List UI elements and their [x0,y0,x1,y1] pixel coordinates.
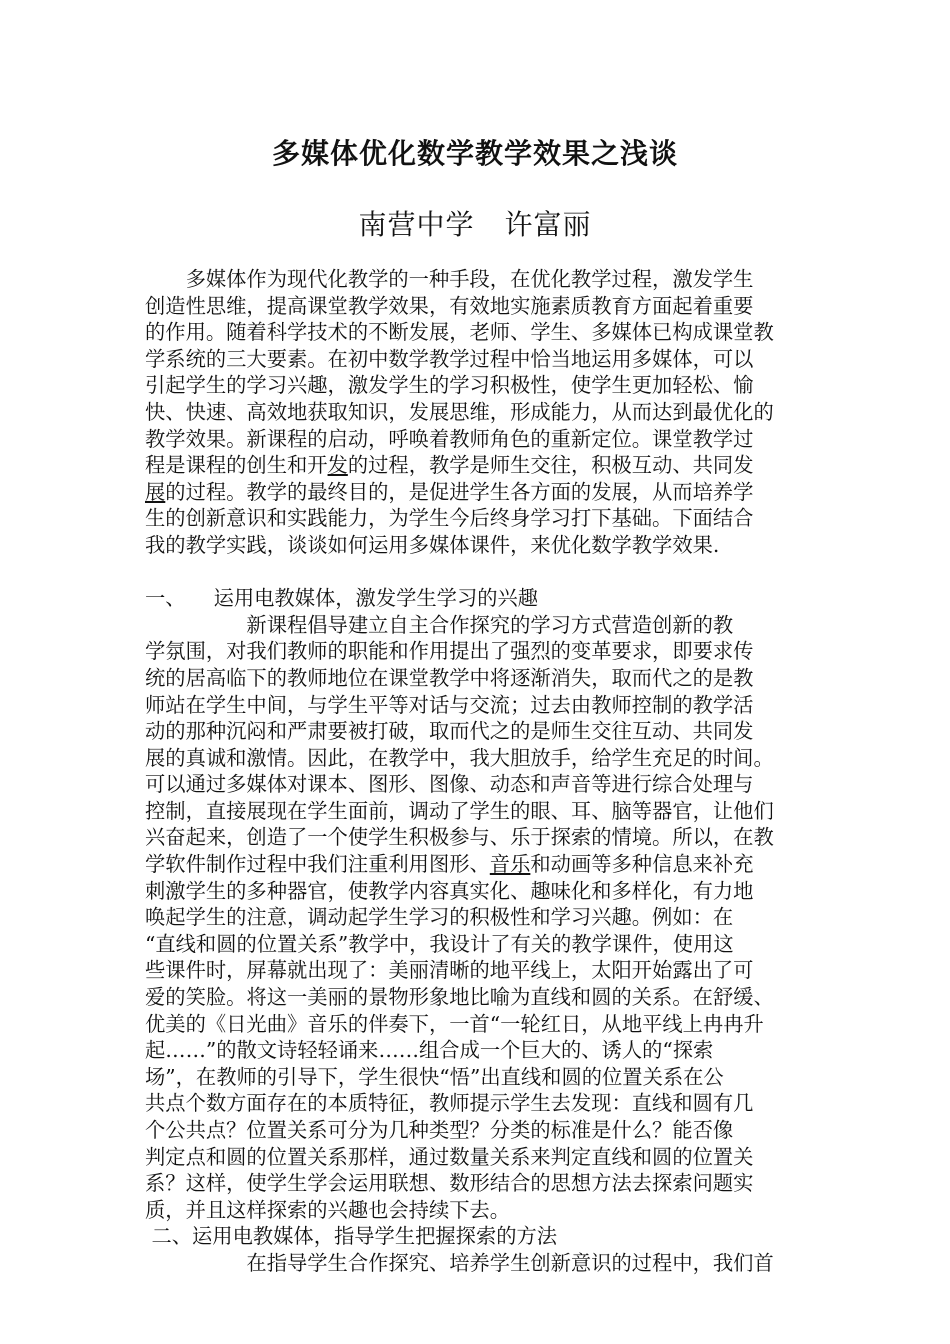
section-1-line: 展的真诚和激情。因此，在教学中，我大胆放手，给学生充足的时间。 [145,745,774,770]
section-2-paragraph [145,1250,825,1277]
section-1-line: 刺激学生的多种器官，使教学内容真实化、趣味化和多样化，有力地 [145,878,754,903]
section-1-line: 学软件制作过程中我们注重利用图形、音乐和动画等多种信息来补充 [145,852,754,877]
intro-line: 引起学生的学习兴趣，激发学生的学习积极性，使学生更加轻松、愉 [145,373,754,398]
intro-line: 我的教学实践，谈谈如何运用多媒体课件，来优化数学教学效果. [145,532,720,557]
section-1-line: 些课件时，屏幕就出现了：美丽清晰的地平线上，太阳开始露出了可 [145,958,754,983]
section-2-line: 在指导学生合作探究、培养学生创新意识的过程中，我们首 [145,1250,774,1275]
section-1-line: 爱的笑脸。将这一美丽的景物形象地比喻为直线和圆的关系。在舒缓、 [145,985,774,1010]
intro-line: 学系统的三大要素。在初中数学教学过程中恰当地运用多媒体，可以 [145,346,754,371]
section-1-line: 统的居高临下的教师地位在课堂教学中将逐渐消失，取而代之的是教 [145,665,754,690]
section-1-line: 兴奋起来，创造了一个使学生积极参与、乐于探索的情境。所以，在教 [145,825,774,850]
section-1-line: “直线和圆的位置关系”教学中，我设计了有关的教学课件，使用这 [145,931,734,956]
section-1-line: 个公共点？位置关系可分为几种类型？分类的标准是什么？能否像 [145,1118,734,1142]
intro-line: 教学效果。新课程的启动，呼唤着教师角色的重新定位。课堂教学过 [145,426,754,451]
section-1-line: 师站在学生中间，与学生平等对话与交流；过去由教师控制的教学活 [145,692,754,717]
section-1-line: 质，并且这样探索的兴趣也会持续下去。 [145,1197,511,1222]
author-name: 许富丽 [504,208,592,241]
section-1-line: 起……”的散文诗轻轻诵来……组合成一个巨大的、诱人的“探索 [145,1038,714,1063]
section-1-line: 新课程倡导建立自主合作探究的学习方式营造创新的教 [145,612,734,637]
intro-line: 生的创新意识和实践能力，为学生今后终身学习打下基础。下面结合 [145,506,754,531]
intro-line: 多媒体作为现代化教学的一种手段，在优化教学过程，激发学生 [145,267,754,291]
intro-line: 快、快速、高效地获取知识，发展思维，形成能力，从而达到最优化的 [145,399,774,424]
intro-line: 程是课程的创生和开发的过程，教学是师生交往，积极互动、共同发 [145,453,754,478]
section-1-paragraph [145,612,825,1224]
body-text [145,266,825,1277]
intro-line: 的作用。随着科学技术的不断发展，老师、学生、多媒体已构成课堂教 [145,320,774,345]
author-school: 南营中学 [358,208,475,241]
section-1-line: 判定点和圆的位置关系那样，通过数量关系来判定直线和圆的位置关 [145,1144,754,1169]
intro-line: 创造性思维，提高课堂教学效果，有效地实施素质教育方面起着重要 [145,293,754,318]
section-1-line: 优美的《日光曲》音乐的伴奏下，一首“一轮红日，从地平线上冉冉升 [145,1011,764,1036]
section-1-line: 可以通过多媒体对课本、图形、图像、动态和声音等进行综合处理与 [145,772,754,797]
intro-paragraph [145,266,825,559]
section-1-line: 控制，直接展现在学生面前，调动了学生的眼、耳、脑等器官，让他们 [145,798,774,823]
section-2-heading: 二、运用电教媒体，指导学生把握探索的方法 [145,1224,558,1249]
section-1-line: 场”，在教师的引导下，学生很快“悟”出直线和圆的位置关系在公 [145,1064,724,1089]
section-1-line: 唤起学生的注意，调动起学生学习的积极性和学习兴趣。例如：在 [145,905,734,930]
intro-line: 展的过程。教学的最终目的，是促进学生各方面的发展，从而培养学 [145,479,754,504]
section-1-line: 共点个数方面存在的本质特征，教师提示学生去发现：直线和圆有几 [145,1091,754,1116]
section-1-line: 动的那种沉闷和严肃要被打破，取而代之的是师生交往互动、共同发 [145,719,754,744]
author-line [0,203,950,243]
page-title: 多媒体优化数学教学效果之浅谈 [271,137,678,170]
section-1-title: 运用电教媒体，激发学生学习的兴趣 [213,586,539,611]
section-1-heading [145,585,825,612]
section-1-line: 学氛围，对我们教师的职能和作用提出了强烈的变革要求，即要求传 [145,639,754,664]
section-1-line: 系？这样，使学生学会运用联想、数形结合的思想方法去探索问题实 [145,1171,754,1196]
section-1-number: 一、 [145,586,186,611]
